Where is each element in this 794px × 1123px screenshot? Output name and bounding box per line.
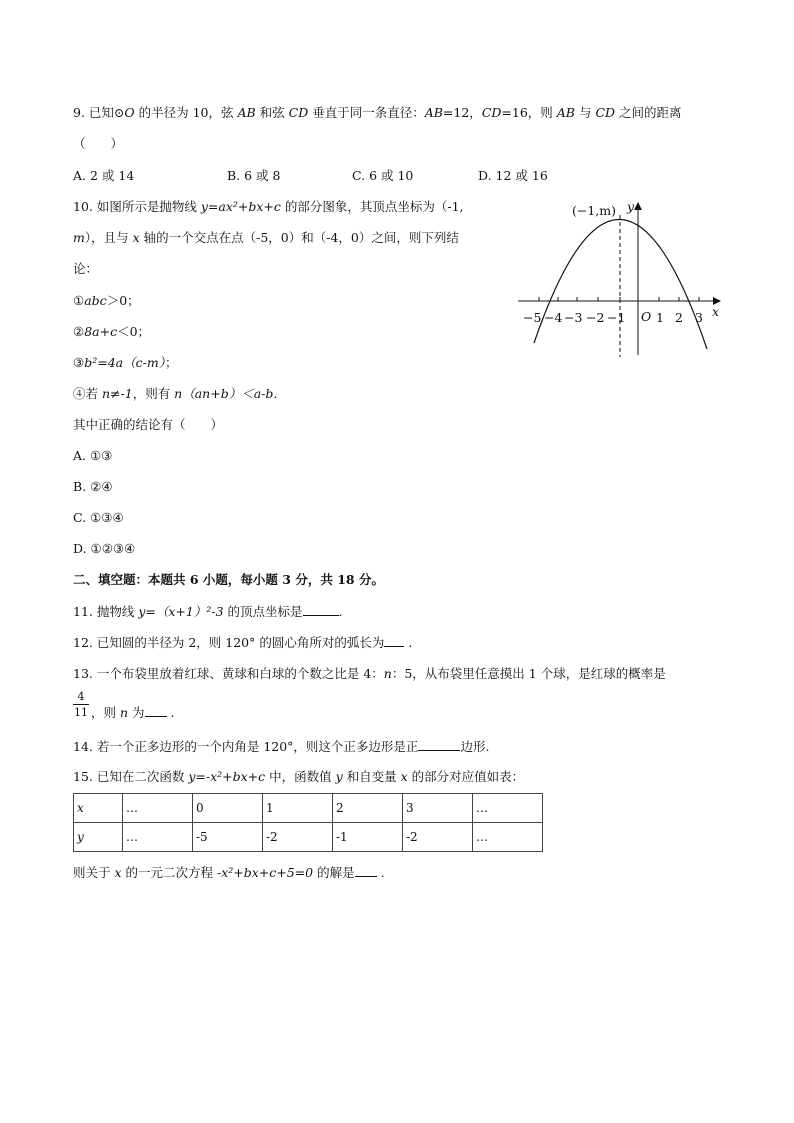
section-2-text: 小题，每小题: [198, 572, 283, 587]
table-row: [74, 794, 543, 823]
q10-stem-line1: [73, 199, 464, 215]
q15-equation: y=-x²+bx+c: [188, 769, 266, 784]
q10-conclusion-2: [73, 324, 150, 340]
q14-text: 14. 若一个正多边形的一个内角是 120°，则这个正多边形是正: [73, 739, 419, 754]
q13-text: ，则: [91, 705, 120, 720]
q9-text: 和弦: [255, 105, 289, 120]
q9-choices: [73, 166, 633, 182]
q10-text: ③: [73, 355, 85, 370]
q9-text: 垂直于同一条直径：: [308, 105, 425, 120]
x-axis-ticks: [539, 297, 699, 301]
q9-text: =16，则: [501, 105, 557, 120]
section-2-text: 分，共: [290, 572, 338, 587]
table-cell: …: [473, 823, 543, 852]
table-cell-text: y: [77, 830, 84, 844]
q10-text: .: [273, 386, 278, 401]
q10-text: 10. 如图所示是抛物线: [73, 199, 201, 214]
q10-stem-line3: 论：: [73, 261, 99, 276]
q10-equation: y=ax²+bx+c: [200, 199, 281, 214]
q11-text: 的顶点坐标是: [223, 604, 303, 619]
q10-text: ；: [164, 355, 178, 370]
q10-expr: 8a+c: [84, 324, 118, 339]
q15-var-y: y: [335, 769, 343, 784]
q9-chord-ab: AB: [424, 105, 443, 120]
q11-equation: y=（x+1）²-3: [138, 604, 224, 619]
table-row: [74, 823, 543, 852]
q13-var-n: n: [119, 705, 129, 720]
q12-stem: [73, 634, 412, 651]
q13-text: .: [166, 705, 175, 720]
tick-label: −1: [607, 310, 626, 325]
q9-choice-d[interactable]: D. 12 或 16: [478, 168, 548, 183]
q9-choice-c[interactable]: C. 6 或 10: [352, 168, 414, 183]
q10-text: ②: [73, 324, 85, 339]
section-2-count: 6: [189, 572, 199, 587]
tick-label: 3: [695, 310, 703, 325]
q13-text: 13. 一个布袋里放着红球、黄球和白球的个数之比是 4：: [73, 666, 384, 681]
q14-stem: [73, 738, 489, 755]
parabola-graph: [512, 195, 727, 360]
tick-label: −2: [586, 310, 605, 325]
q11-stem: [73, 603, 343, 620]
q10-var-m: m: [73, 230, 85, 245]
table-cell: -2: [403, 823, 473, 852]
table-cell: -1: [333, 823, 403, 852]
q10-option-c[interactable]: C. ①③④: [73, 510, 124, 525]
q10-text: ①: [73, 293, 85, 308]
q10-text: ＞0；: [106, 293, 140, 308]
q10-var-x: x: [132, 230, 140, 245]
q10-text: 的部分图象，其顶点坐标为（-1,: [280, 199, 464, 214]
q9-text: 与: [574, 105, 596, 120]
q12-text: 12. 已知圆的半径为 2，则 120° 的圆心角所对的弧长为: [73, 635, 385, 650]
q9-stem: [73, 105, 682, 121]
q12-text: .: [404, 635, 413, 650]
q10-expr: abc: [84, 293, 107, 308]
q10-conclusion-1: [73, 293, 140, 309]
origin-label: O: [641, 309, 652, 324]
x-axis-label: x: [712, 304, 720, 319]
section-2-text: 分。: [354, 572, 384, 587]
q13-text: 为: [128, 705, 145, 720]
table-cell: 2: [333, 794, 403, 823]
q15-text: 中，函数值: [265, 769, 336, 784]
q15-text: 15. 已知在二次函数: [73, 769, 189, 784]
q9-chord-ab: AB: [237, 105, 256, 120]
section-2-text: 二、填空题：本题共: [73, 572, 190, 587]
q13-var-n: n: [383, 666, 392, 681]
table-cell: -5: [193, 823, 263, 852]
q10-text: ＜0；: [117, 324, 151, 339]
q15-text: 的部分对应值如表：: [407, 769, 525, 784]
table-cell: [74, 823, 123, 852]
q15-text: .: [376, 865, 385, 880]
q11-text: 11. 抛物线: [73, 604, 139, 619]
tick-label: −3: [564, 310, 583, 325]
table-cell: [74, 794, 123, 823]
q10-text: ），且与: [84, 230, 133, 245]
q15-question: [73, 864, 385, 881]
q10-option-d[interactable]: D. ①②③④: [73, 541, 136, 556]
q13-stem-line2: [91, 704, 174, 721]
q10-prompt: 其中正确的结论有（ ）: [73, 417, 224, 432]
q9-chord-cd: CD: [288, 105, 309, 120]
q9-chord-cd: CD: [595, 105, 616, 120]
table-cell: 1: [263, 794, 333, 823]
q9-answer-bracket: （ ）: [73, 136, 124, 151]
q10-stem-line2: [73, 230, 459, 246]
q10-text: ，则有: [132, 386, 175, 401]
q15-stem: [73, 769, 524, 785]
fraction-numerator: 4: [73, 690, 89, 705]
tick-label: 1: [656, 310, 664, 325]
q10-expr: n≠-1: [101, 386, 133, 401]
table-cell: …: [123, 823, 193, 852]
tick-label: 2: [675, 310, 683, 325]
table-cell-text: x: [77, 801, 84, 815]
q10-text: 轴的一个交点在点（-5，0）和（-4，0）之间，则下列结: [139, 230, 459, 245]
q15-equation: -x²+bx+c+5=0: [217, 865, 314, 880]
q9-circle-name: O: [124, 105, 135, 120]
q14-answer-blank[interactable]: [418, 738, 460, 751]
q15-text: 的一元二次方程: [121, 865, 217, 880]
q9-text: =12，: [442, 105, 482, 120]
q9-text: 9. 已知⊙: [73, 105, 125, 120]
y-axis-label: y: [627, 199, 635, 214]
q9-text: 之间的距离: [615, 105, 682, 120]
q10-option-b[interactable]: B. ②④: [73, 479, 113, 494]
q11-text: .: [338, 604, 343, 619]
q13-answer-blank[interactable]: [145, 704, 167, 717]
q15-answer-blank[interactable]: [355, 864, 377, 877]
q9-text: 的半径为 10，弦: [134, 105, 238, 120]
table-cell: …: [123, 794, 193, 823]
section-2-points: 3: [282, 572, 291, 587]
q11-answer-blank[interactable]: [303, 603, 339, 616]
tick-label: −4: [544, 310, 563, 325]
q15-var-x: x: [400, 769, 408, 784]
table-cell: -2: [263, 823, 333, 852]
q15-text: 则关于: [73, 865, 115, 880]
q13-fraction: [73, 690, 89, 719]
q9-choice-a[interactable]: A. 2 或 14: [73, 168, 135, 183]
vertex-label: (−1,m): [572, 203, 617, 218]
q13-text: ：5，从布袋里任意摸出 1 个球，是红球的概率是: [391, 666, 666, 681]
q10-option-a[interactable]: A. ①③: [73, 448, 113, 463]
section-2-total: 18: [337, 572, 355, 587]
tick-label: −5: [523, 310, 542, 325]
q15-text: 和自变量: [342, 769, 401, 784]
q15-text: 的解是: [313, 865, 355, 880]
q13-stem-line1: [73, 666, 666, 682]
q10-conclusion-3: [73, 355, 177, 371]
q10-text: ④若: [73, 386, 102, 401]
section-2-title: [73, 572, 384, 588]
q10-expr: n（an+b）＜a-b: [174, 386, 274, 401]
q15-value-table: [73, 793, 543, 852]
q14-text: 边形.: [460, 739, 490, 754]
q10-conclusion-4: [73, 386, 277, 402]
table-cell: 3: [403, 794, 473, 823]
q9-chord-cd: CD: [481, 105, 502, 120]
q10-expr: b²=4a（c-m）: [84, 355, 165, 370]
q15-var-x: x: [114, 865, 122, 880]
q12-answer-blank[interactable]: [384, 634, 404, 647]
table-cell: …: [473, 794, 543, 823]
fraction-denominator: 11: [74, 706, 88, 719]
q9-chord-ab: AB: [556, 105, 575, 120]
table-cell: 0: [193, 794, 263, 823]
q9-choice-b[interactable]: B. 6 或 8: [227, 168, 281, 183]
